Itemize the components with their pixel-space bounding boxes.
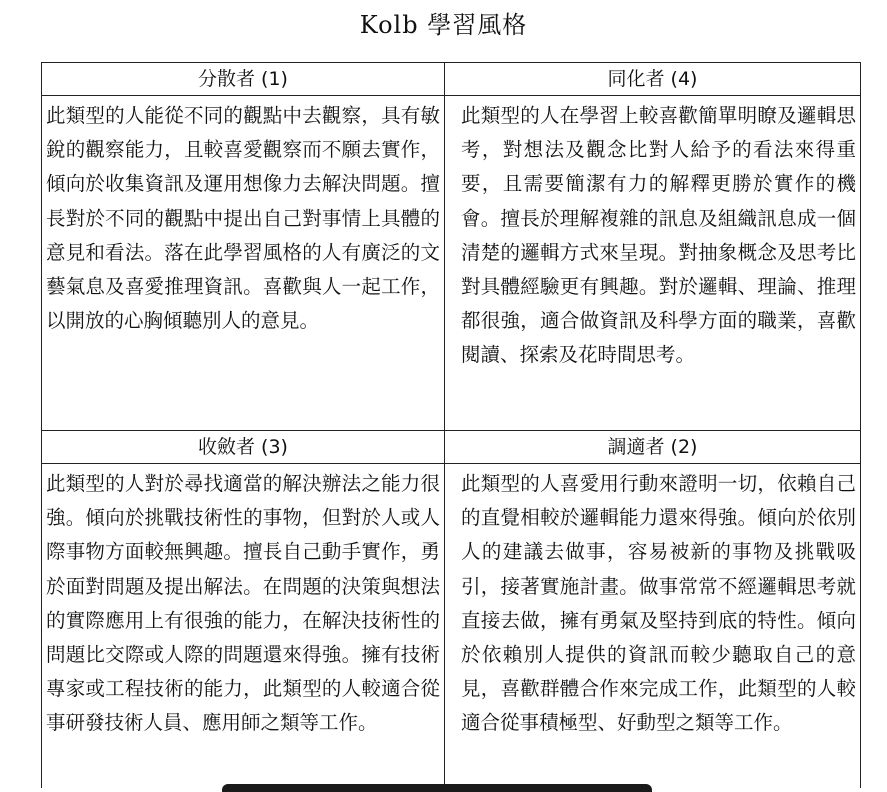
quadrant-accommodator <box>445 431 860 789</box>
quadrant-description: 此類型的人能從不同的觀點中去觀察，具有敏銳的觀察能力，且較喜愛觀察而不願去實作，傾向於收集資訊及運用想像力去解決問題。擅長對於不同的觀點中提出自己對事情上具體的意見和看法。落在此學習風格的人有廣泛的文藝氣息及喜愛推理資訊。喜歡與人一起工作，以開放的心胸傾聽別人的意見。 <box>46 104 440 333</box>
quadrant-heading: 同化者 (4) <box>445 63 860 96</box>
quadrant-heading: 收斂者 (3) <box>42 431 444 464</box>
document-title: Kolb 學習風格 <box>359 11 528 39</box>
quadrant-description: 此類型的人在學習上較喜歡簡單明瞭及邏輯思考，對想法及觀念比對人給予的看法來得重要，且需要簡潔有力的解釋更勝於實作的機會。擅長於理解複雜的訊息及組織訊息成一個清楚的邏輯方式來呈現。對抽象概念及思考比對具體經驗更有興趣。對於邏輯、理論、推理都很強，適合做資訊及科學方面的職業，喜歡閱讀、探索及花時間思考。 <box>461 104 856 367</box>
quadrant-heading: 調適者 (2) <box>445 431 860 464</box>
quadrant-description: 此類型的人對於尋找適當的解決辦法之能力很強。傾向於挑戰技術性的事物，但對於人或人際事物方面較無興趣。擅長自己動手實作，勇於面對問題及提出解法。在問題的決策與想法的實際應用上有很強的能力，在解決技術性的問題比交際或人際的問題還來得強。擁有技術專家或工程技術的能力，此類型的人較適合從事研發技術人員、應用師之類等工作。 <box>46 472 440 735</box>
quadrant-converger <box>42 431 445 789</box>
kolb-table <box>41 62 861 788</box>
bottom-scroll-bar <box>222 784 652 792</box>
quadrant-diverger <box>42 63 445 431</box>
quadrant-description: 此類型的人喜愛用行動來證明一切，依賴自己的直覺相較於邏輯能力還來得強。傾向於依別人的建議去做事，容易被新的事物及挑戰吸引，接著實施計畫。做事常常不經邏輯思考就直接去做，擁有勇氣及堅持到底的特性。傾向於依賴別人提供的資訊而較少聽取自己的意見，喜歡群體合作來完成工作，此類型的人較適合從事積極型、好動型之類等工作。 <box>461 472 856 735</box>
quadrant-heading: 分散者 (1) <box>42 63 444 96</box>
quadrant-assimilator <box>445 63 860 431</box>
